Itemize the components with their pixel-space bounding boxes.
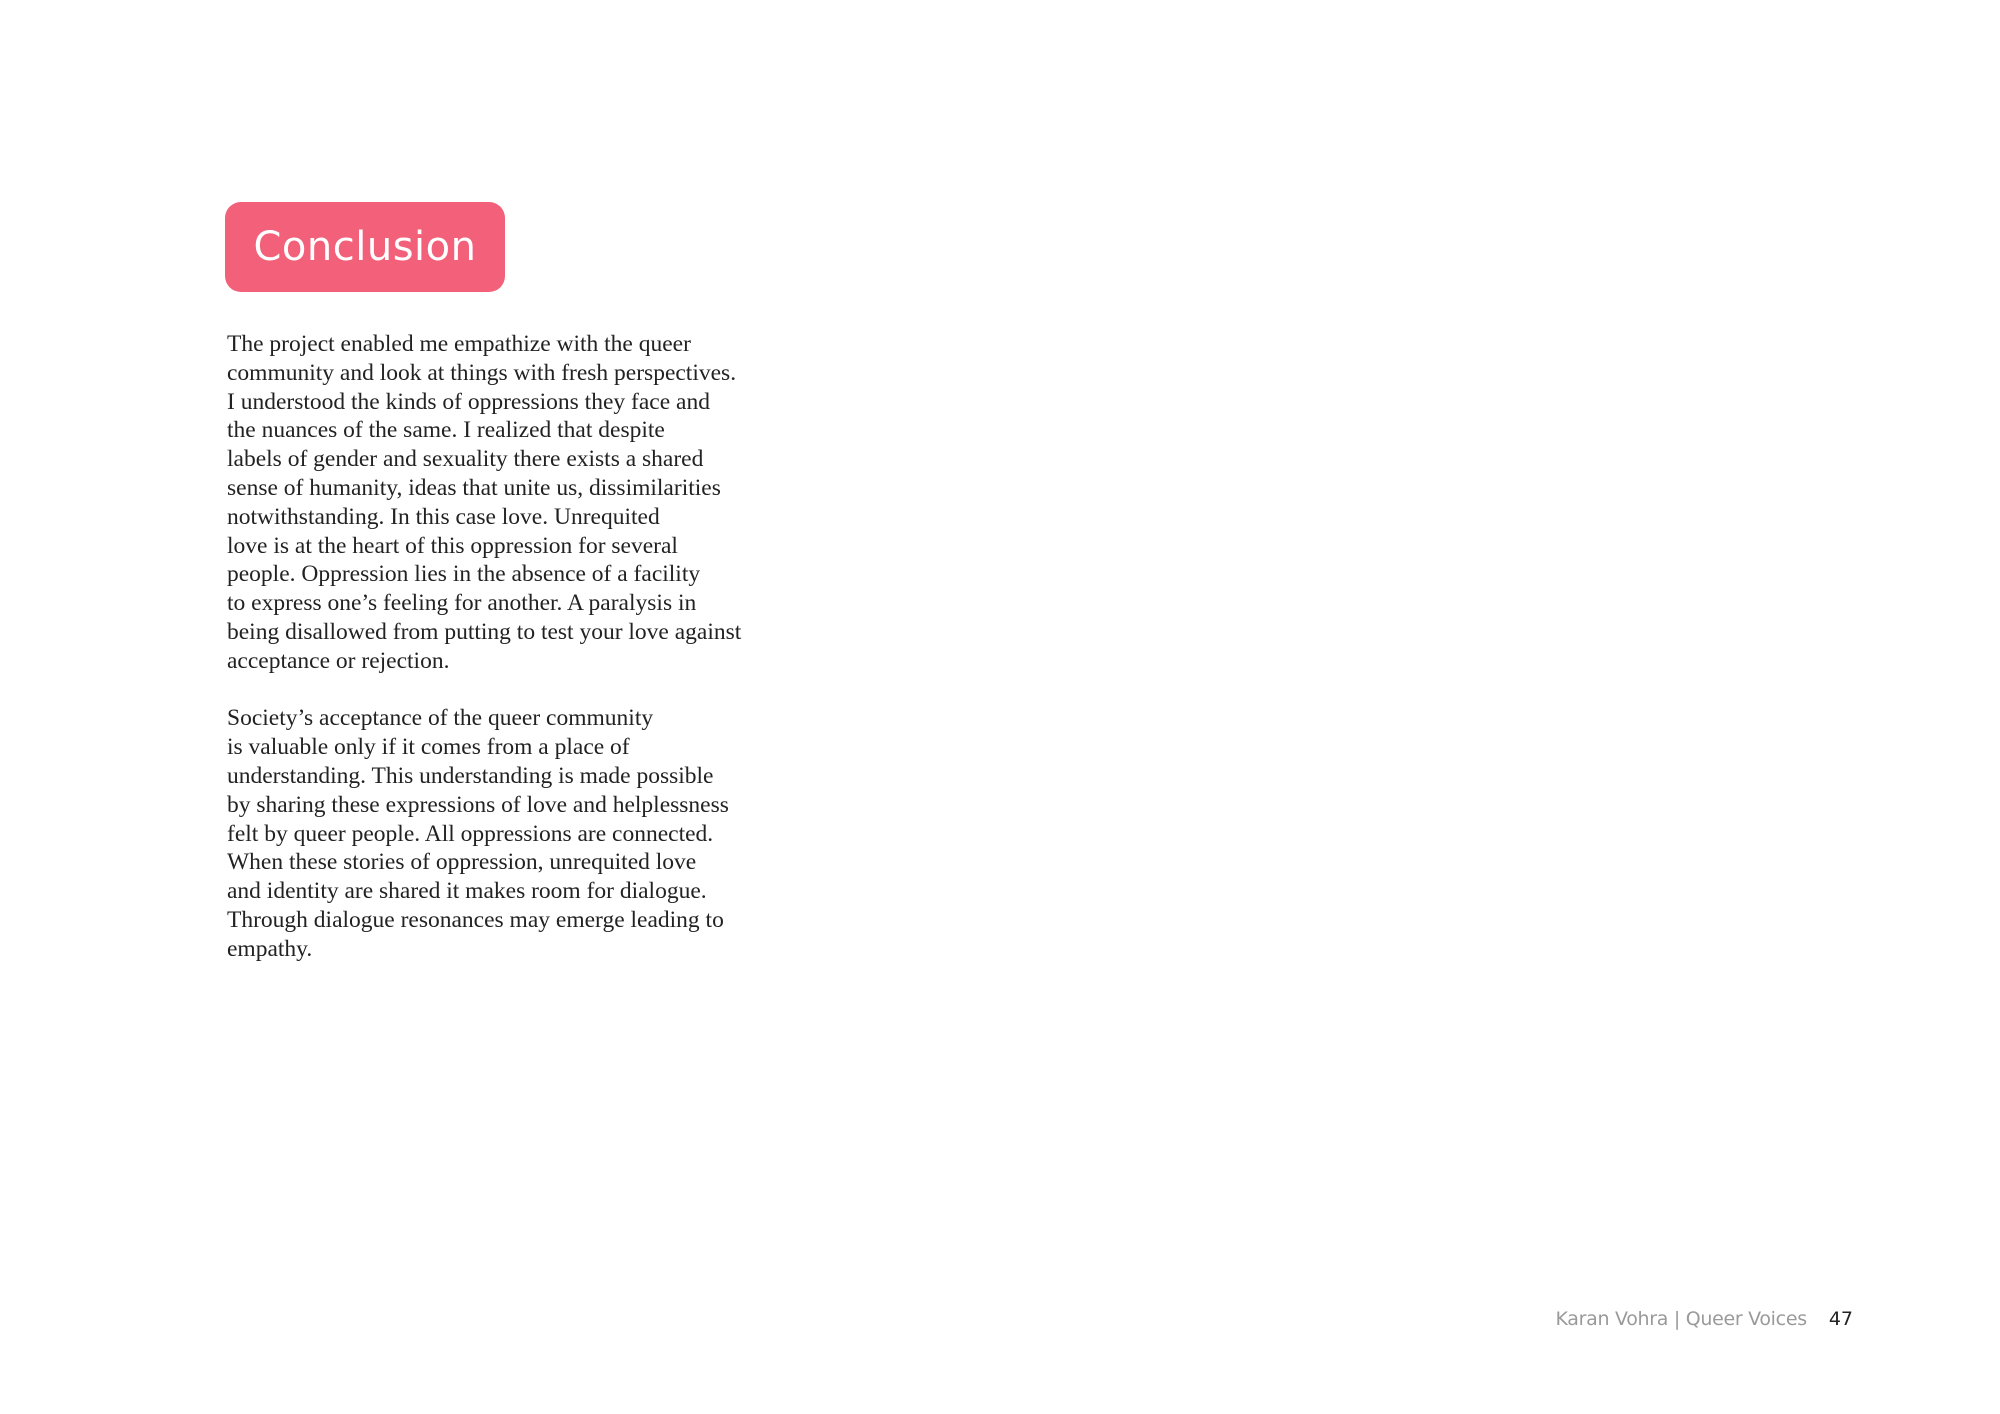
section-heading-badge [225, 202, 505, 292]
text-line: being disallowed from putting to test your love against [227, 618, 742, 645]
page-number: 47 [1828, 1308, 1853, 1330]
text-line: acceptance or rejection. [227, 647, 450, 674]
paragraph-1 [227, 330, 787, 676]
text-line: Society’s acceptance of the queer community [227, 705, 654, 732]
text-line: and identity are shared it makes room for dialogue. [227, 878, 707, 905]
text-line: people. Oppression lies in the absence of a facility [227, 561, 701, 588]
text-line: notwithstanding. In this case love. Unrequited [227, 503, 660, 530]
text-line: community and look at things with fresh perspectives. [227, 359, 737, 386]
text-line: empathy. [227, 935, 313, 962]
text-line: by sharing these expressions of love and helplessness [227, 791, 729, 818]
footer-credit: Karan Vohra | Queer Voices [1555, 1308, 1807, 1330]
text-line: love is at the heart of this oppression for several [227, 532, 678, 559]
text-line: sense of humanity, ideas that unite us, dissimilarities [227, 474, 721, 501]
paragraph-spacer [227, 676, 787, 705]
section-heading: Conclusion [253, 224, 477, 270]
text-line: felt by queer people. All oppressions are connected. [227, 820, 714, 847]
body-text [227, 330, 787, 964]
text-line: labels of gender and sexuality there exists a shared [227, 446, 704, 473]
text-line: When these stories of oppression, unrequited love [227, 849, 697, 876]
text-line: I understood the kinds of oppressions they face and [227, 388, 710, 415]
paragraph-2 [227, 704, 787, 963]
text-line: to express one’s feeling for another. A paralysis in [227, 590, 697, 617]
text-line: Through dialogue resonances may emerge leading to [227, 906, 724, 933]
text-line: is valuable only if it comes from a place of [227, 734, 630, 761]
text-line: The project enabled me empathize with the queer [227, 331, 691, 357]
text-line: the nuances of the same. I realized that despite [227, 417, 665, 444]
page-footer [1555, 1308, 1853, 1330]
text-line: understanding. This understanding is made possible [227, 762, 714, 789]
